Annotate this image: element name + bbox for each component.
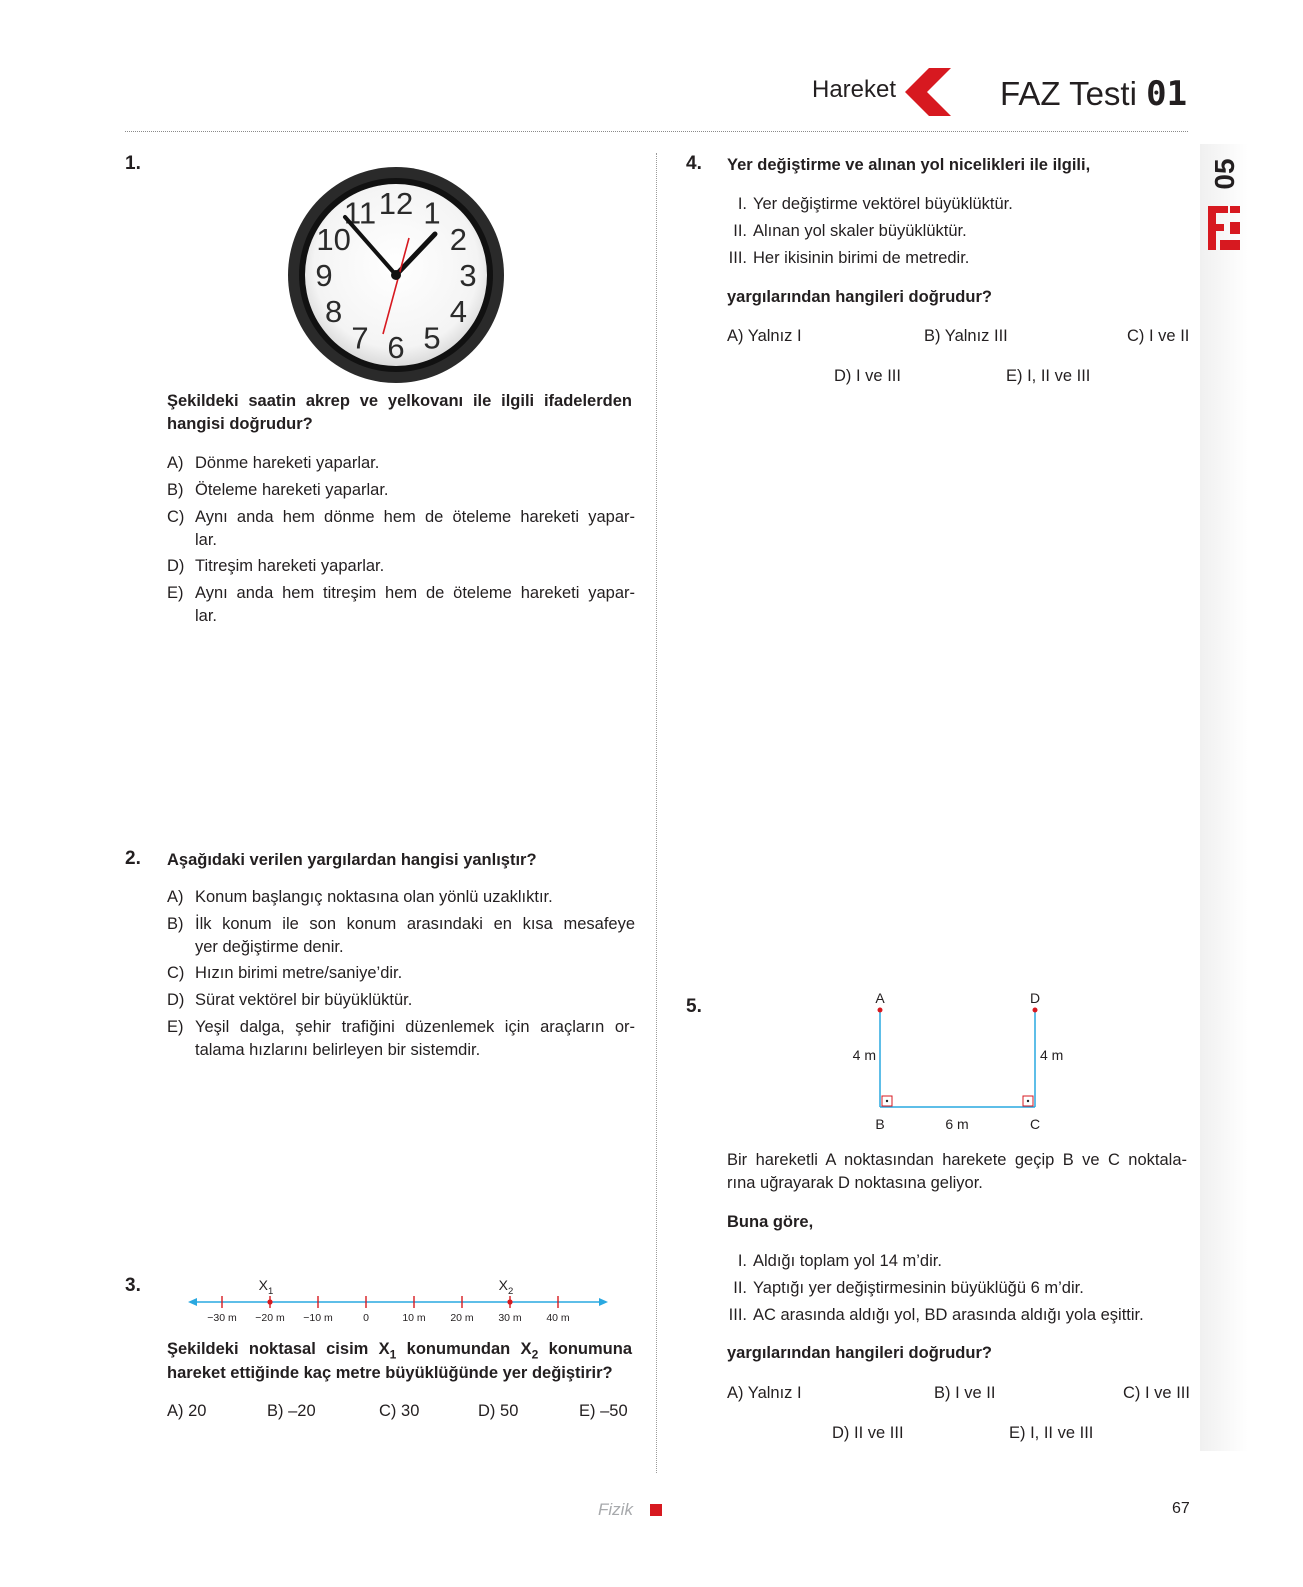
question-1-stem (167, 390, 632, 413)
option-text: 30 (401, 1402, 420, 1420)
option-text: I, II ve III (1027, 367, 1091, 385)
question-5-option-a[interactable] (727, 1382, 802, 1405)
stem-part: konumuna (538, 1340, 633, 1358)
option-text: 50 (500, 1402, 519, 1420)
faz-number: 05 (1209, 158, 1240, 190)
question-4-statement-2 (727, 220, 1013, 247)
stem-part: Şekildeki noktasal cisim X (167, 1340, 390, 1358)
question-2-option-c[interactable] (167, 962, 637, 989)
number-line-tick-label: 10 m (402, 1312, 426, 1324)
arrow-right-icon (599, 1298, 608, 1306)
right-angle-dot-c (1027, 1100, 1029, 1102)
question-5-question: yargılarından hangileri doğrudur? (727, 1344, 992, 1362)
question-3-stem-line-2: hareket ettiğinde kaç metre büyüklüğünde yer değiştirir? (167, 1364, 613, 1382)
option-text-line-1: Yeşil dalga, şehir trafiğini düzenlemek için araçların or- (195, 1018, 635, 1036)
point-a (878, 1008, 883, 1013)
number-line-tick-label: −30 m (207, 1312, 237, 1324)
clock-number-12: 12 (378, 186, 414, 221)
option-letter: C) (167, 508, 185, 526)
statement-text: Aldığı toplam yol 14 m’dir. (753, 1252, 942, 1270)
option-text: –50 (600, 1402, 628, 1420)
question-3-option-d[interactable] (478, 1400, 518, 1423)
statement-roman: I. (737, 195, 747, 213)
option-text: Hızın birimi metre/saniye’dir. (195, 964, 403, 982)
question-5-statement-2 (727, 1277, 1144, 1304)
option-text: Yalnız III (944, 327, 1008, 345)
question-5-statement-3 (727, 1304, 1144, 1331)
option-text-line-1: İlk konum ile son konum arasındaki en kısa mesafeye (195, 915, 635, 933)
question-1-option-b[interactable] (167, 479, 637, 506)
question-3-option-c[interactable] (379, 1400, 419, 1423)
stem-subscript: 2 (531, 1347, 539, 1362)
test-number: 01 (1146, 74, 1188, 114)
question-4-stem: Yer değiştirme ve alınan yol nicelikleri ile ilgili, (727, 156, 1091, 174)
option-text: –20 (288, 1402, 316, 1420)
statement-text: Yaptığı yer değiştirmesinin büyüklüğü 6 m’dir. (753, 1279, 1084, 1297)
question-5-option-c[interactable] (1123, 1382, 1190, 1405)
question-4-question: yargılarından hangileri doğrudur? (727, 288, 992, 306)
question-5-text-line-1: Bir hareketli A noktasından harekete geçip B ve C noktala- (727, 1151, 1187, 1169)
option-text-line-2: talama hızlarını belirleyen bir sistemdir. (195, 1041, 481, 1059)
statement-text: Yer değiştirme vektörel büyüklüktür. (753, 195, 1013, 213)
question-3-option-a[interactable] (167, 1400, 206, 1423)
faz-number-label (1204, 148, 1244, 200)
clock-number-5: 5 (423, 320, 441, 356)
point-x1 (267, 1299, 272, 1304)
clock-number-8: 8 (324, 294, 343, 329)
question-4-option-a[interactable] (727, 325, 802, 348)
option-text-line-2: lar. (195, 607, 218, 625)
clock-number-7: 7 (351, 320, 369, 356)
footer-subject: Fizik (598, 1500, 633, 1519)
option-letter: D) (834, 367, 852, 385)
option-letter: E) (167, 584, 184, 602)
option-text: Yalnız I (747, 1384, 802, 1402)
question-5-number: 5. (686, 996, 702, 1017)
test-name: FAZ Testi (1000, 75, 1137, 112)
option-letter: A) (727, 1384, 744, 1402)
question-3-option-b[interactable] (267, 1400, 316, 1423)
option-text: I ve II (955, 1384, 996, 1402)
option-letter: A) (167, 888, 184, 906)
question-2-option-b[interactable] (167, 913, 637, 962)
option-letter: E) (1009, 1424, 1026, 1442)
option-letter: D) (167, 557, 185, 575)
question-1-options (167, 452, 637, 631)
number-line-tick-label: 0 (363, 1312, 369, 1324)
header-topic: Hareket (812, 76, 897, 103)
question-1-option-a[interactable] (167, 452, 637, 479)
clock-number-1: 1 (423, 195, 441, 231)
option-text: Öteleme hareketi yaparlar. (195, 481, 389, 499)
question-2-stem: Aşağıdaki verilen yargılardan hangisi yanlıştır? (167, 851, 537, 869)
stem-subscript: 1 (389, 1347, 397, 1362)
option-text-line-2: lar. (195, 531, 218, 549)
option-letter: B) (167, 481, 184, 499)
option-letter: B) (267, 1402, 284, 1420)
number-line-points (259, 1277, 514, 1305)
label-bc-length: 6 m (945, 1116, 969, 1132)
header-divider (125, 131, 1188, 132)
clock-number-9: 9 (315, 258, 333, 293)
chevron-left-icon (905, 68, 951, 116)
point-x2 (507, 1299, 512, 1304)
question-1-stem-line-2: hangisi doğrudur? (167, 415, 313, 433)
side-tab (1200, 144, 1248, 1451)
option-text-line-1: Aynı anda hem dönme hem de öteleme hareketi yapar- (195, 508, 635, 526)
option-text: I, II ve III (1030, 1424, 1094, 1442)
right-angle-dot-b (886, 1100, 888, 1102)
option-text: Konum başlangıç noktasına olan yönlü uzaklıktır. (195, 888, 553, 906)
option-text: I ve II (1149, 327, 1190, 345)
option-text: Dönme hareketi yaparlar. (195, 454, 380, 472)
point-label-x2: $X_2$ (498, 1277, 514, 1297)
statement-text: Alınan yol skaler büyüklüktür. (753, 222, 967, 240)
point-label-x1: $X_1$ (258, 1277, 274, 1297)
question-4-statements (727, 193, 1013, 274)
option-letter: A) (167, 1402, 184, 1420)
question-5-option-d[interactable] (832, 1422, 904, 1445)
clock-center (391, 270, 401, 280)
number-line-ticks (207, 1296, 570, 1324)
label-cd-length: 4 m (1040, 1047, 1064, 1063)
option-letter: E) (167, 1018, 184, 1036)
question-4-number: 4. (686, 153, 702, 174)
option-text-line-2: yer değiştirme denir. (195, 938, 344, 956)
question-1-option-c[interactable] (167, 506, 637, 555)
option-text-line-1: Aynı anda hem titreşim hem de öteleme hareketi yapar- (195, 584, 635, 602)
question-5-statements (727, 1250, 1144, 1331)
option-letter: D) (832, 1424, 850, 1442)
option-text: 20 (188, 1402, 207, 1420)
question-5-lead: Buna göre, (727, 1213, 814, 1231)
option-letter: B) (924, 327, 941, 345)
question-1-number: 1. (125, 153, 141, 174)
clock-number-10: 10 (316, 222, 351, 257)
clock-number-2: 2 (449, 222, 468, 257)
question-2-options (167, 886, 637, 1065)
option-text: Titreşim hareketi yaparlar. (195, 557, 385, 575)
statement-roman: II. (733, 1279, 747, 1297)
question-4-option-e[interactable] (1006, 365, 1090, 388)
path-figure (840, 992, 1080, 1132)
clock-number-3: 3 (459, 258, 477, 293)
number-line-tick-label: 40 m (546, 1312, 570, 1324)
question-1-option-e[interactable] (167, 582, 637, 631)
option-text: Sürat vektörel bir büyüklüktür. (195, 991, 413, 1009)
label-ab-length: 4 m (852, 1047, 876, 1063)
clock-number-4: 4 (449, 294, 468, 329)
question-1-option-d[interactable] (167, 555, 637, 582)
option-letter: A) (727, 327, 744, 345)
clock-figure (287, 166, 505, 384)
option-letter: E) (579, 1402, 596, 1420)
question-4-option-c[interactable] (1127, 325, 1189, 348)
option-letter: A) (167, 454, 184, 472)
option-letter: B) (167, 915, 184, 933)
question-4-option-d[interactable] (834, 365, 901, 388)
question-5-option-e[interactable] (1009, 1422, 1093, 1445)
question-3-number: 3. (125, 1275, 141, 1296)
option-text: I ve III (856, 367, 901, 385)
question-4-statement-3 (727, 247, 1013, 274)
faz-logo-icon (1206, 204, 1242, 252)
statement-roman: III. (728, 249, 747, 267)
test-title (1000, 74, 1187, 114)
question-5-text-line-2: rına uğrayarak D noktasına geliyor. (727, 1174, 983, 1192)
point-d (1033, 1008, 1038, 1013)
question-2-option-a[interactable] (167, 886, 637, 913)
question-5-option-b[interactable] (934, 1382, 995, 1405)
option-letter: C) (1127, 327, 1145, 345)
statement-roman: II. (733, 222, 747, 240)
question-2-number: 2. (125, 848, 141, 869)
option-text: Yalnız I (747, 327, 802, 345)
arrow-left-icon (188, 1298, 197, 1306)
number-line-figure (188, 1274, 608, 1324)
statement-roman: I. (737, 1252, 747, 1270)
question-5-statement-1 (727, 1250, 1144, 1277)
label-d: D (1029, 992, 1041, 1006)
option-letter: D) (167, 991, 185, 1009)
option-text: II ve III (854, 1424, 904, 1442)
question-2-option-d[interactable] (167, 989, 637, 1016)
statement-roman: III. (728, 1306, 747, 1324)
option-letter: B) (934, 1384, 951, 1402)
column-divider (656, 153, 657, 1473)
question-3-option-e[interactable] (579, 1400, 628, 1423)
clock-number-11: 11 (343, 195, 377, 231)
option-letter: C) (1123, 1384, 1141, 1402)
question-4-option-b[interactable] (924, 325, 1008, 348)
number-line-tick-label: −10 m (303, 1312, 333, 1324)
page-number: 67 (1172, 1500, 1190, 1517)
option-letter: C) (167, 964, 185, 982)
number-line-tick-label: −20 m (255, 1312, 285, 1324)
label-a: A (875, 992, 885, 1006)
statement-text: Her ikisinin birimi de metredir. (753, 249, 970, 267)
question-1-stem-line-1: Şekildeki saatin akrep ve yelkovanı ile ilgili ifadelerden (167, 392, 632, 410)
clock-number-6: 6 (387, 330, 405, 365)
option-letter: D) (478, 1402, 496, 1420)
label-b: B (875, 1116, 885, 1132)
footer-square-icon (650, 1504, 662, 1516)
label-c: C (1029, 1116, 1041, 1132)
option-text: I ve III (1145, 1384, 1190, 1402)
number-line-tick-label: 20 m (450, 1312, 474, 1324)
stem-part: konumundan X (396, 1340, 532, 1358)
question-4-statement-1 (727, 193, 1013, 220)
number-line-tick-label: 30 m (498, 1312, 522, 1324)
option-letter: E) (1006, 367, 1023, 385)
statement-text: AC arasında aldığı yol, BD arasında aldığı yola eşittir. (753, 1306, 1144, 1324)
question-2-option-e[interactable] (167, 1016, 637, 1065)
option-letter: C) (379, 1402, 397, 1420)
